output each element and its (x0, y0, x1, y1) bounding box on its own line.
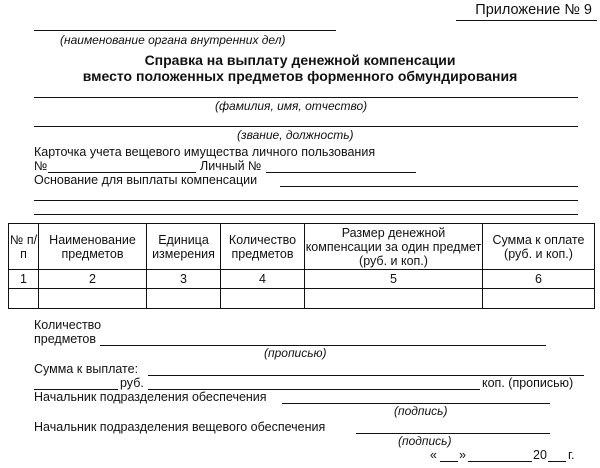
date-year-suffix: г. (568, 448, 575, 462)
payable-label: Сумма к выплате: (34, 362, 139, 376)
table-cell[interactable] (147, 289, 221, 309)
kop-label: коп. (прописью) (482, 376, 574, 390)
col-header-unit: Единица измерения (147, 224, 221, 270)
table-cell[interactable] (221, 289, 305, 309)
col-header-quantity: Количество предметов (221, 224, 305, 270)
card-number-sign: № (34, 159, 48, 173)
document-title-line-2: вместо положенных предметов форменного обмундирования (82, 68, 518, 84)
rank-line[interactable] (34, 126, 578, 127)
personal-number-label: Личный № (200, 159, 262, 173)
compensation-table (8, 223, 595, 309)
table-header-row (9, 224, 595, 270)
items-count-label-1: Количество (34, 318, 102, 332)
items-count-label-2: предметов (34, 332, 96, 346)
col-header-compensation-per-item: Размер денежной компенсации за один предмет (руб. и коп.) (305, 225, 482, 268)
col-number-3: 3 (147, 270, 221, 289)
basis-line-2[interactable] (34, 200, 578, 201)
fio-line[interactable] (34, 97, 578, 98)
col-number-6: 6 (483, 270, 595, 289)
clothing-head-label: Начальник подразделения вещевого обеспечения (34, 420, 326, 434)
card-label: Карточка учета вещевого имущества личного пользования (34, 145, 376, 159)
col-number-2: 2 (39, 270, 147, 289)
col-number-1: 1 (9, 270, 39, 289)
document-title-line-1: Справка на выплату денежной компенсации (144, 52, 456, 68)
col-header-item-name: Наименование предметов (39, 224, 147, 270)
authority-line[interactable] (34, 30, 336, 31)
basis-line-1[interactable] (280, 186, 578, 187)
date-year-line[interactable] (548, 461, 566, 462)
date-month-line[interactable] (468, 461, 532, 462)
signature-hint-2: (подпись) (398, 434, 452, 448)
table-row (9, 270, 595, 289)
date-quote-close: » (459, 448, 466, 462)
supply-head-label: Начальник подразделения обеспечения (34, 390, 267, 404)
personal-number-line[interactable] (266, 172, 416, 173)
table-cell[interactable] (39, 289, 147, 309)
appendix-underline (456, 20, 597, 21)
date-quote-open: « (430, 448, 437, 462)
date-year-prefix: 20 (533, 448, 547, 462)
rub-label: руб. (120, 376, 144, 390)
col-header-amount: Сумма к оплате (руб. и коп.) (483, 224, 595, 270)
basis-label: Основание для выплаты компенсации (34, 173, 258, 187)
table-cell[interactable] (483, 289, 595, 309)
appendix-label: Приложение № 9 (475, 2, 592, 18)
basis-line-3[interactable] (34, 214, 578, 215)
col-header-number: № п/п (9, 224, 39, 270)
date-day-line[interactable] (440, 461, 458, 462)
authority-hint: (наименование органа внутренних дел) (60, 33, 286, 47)
col-number-5: 5 (305, 270, 483, 289)
col-number-4: 4 (221, 270, 305, 289)
rank-hint: (звание, должность) (237, 128, 354, 142)
in-words-hint: (прописью) (264, 346, 327, 360)
clothing-head-signature-line[interactable] (356, 433, 550, 434)
fio-hint: (фамилия, имя, отчество) (215, 99, 368, 113)
signature-hint-1: (подпись) (394, 404, 448, 418)
table-cell[interactable] (305, 289, 483, 309)
table-row (9, 289, 595, 309)
table-cell[interactable] (9, 289, 39, 309)
